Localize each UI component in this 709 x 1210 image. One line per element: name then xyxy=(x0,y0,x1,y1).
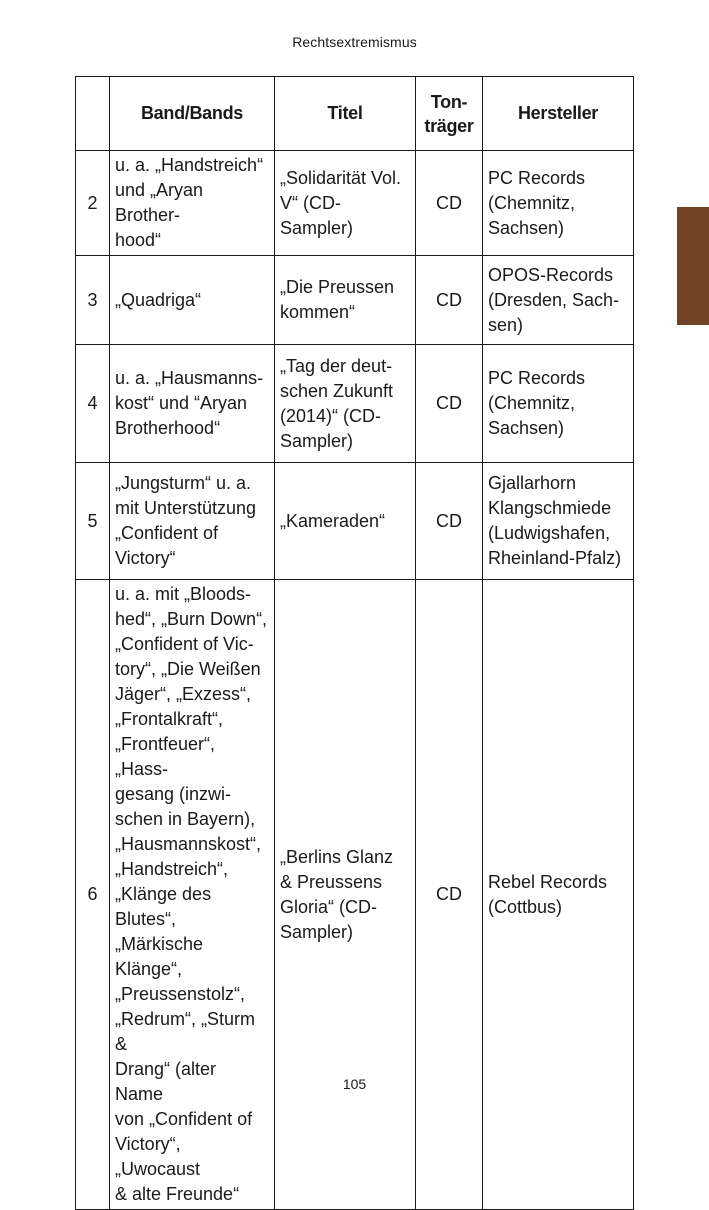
band-table xyxy=(75,76,634,1210)
row-number: 6 xyxy=(76,580,110,1210)
table-row xyxy=(76,345,634,463)
band-cell: „Jungsturm“ u. a. mit Unterstützung „Confident of Victory“ xyxy=(110,463,275,580)
titel-cell: „Die Preussen kommen“ xyxy=(275,256,416,345)
page-number: 105 xyxy=(342,1076,367,1092)
hersteller-cell: PC Records (Chemnitz, Sachsen) xyxy=(483,345,634,463)
running-head: Rechtsextremismus xyxy=(292,34,417,50)
hersteller-cell: OPOS-Records (Dresden, Sach- sen) xyxy=(483,256,634,345)
table-row xyxy=(76,463,634,580)
header-band: Band/Bands xyxy=(110,77,275,151)
table-row xyxy=(76,580,634,1210)
traeger-cell: CD xyxy=(416,463,483,580)
titel-cell: „Solidarität Vol. V“ (CD-Sampler) xyxy=(275,151,416,256)
traeger-cell: CD xyxy=(416,256,483,345)
row-number: 3 xyxy=(76,256,110,345)
row-number: 2 xyxy=(76,151,110,256)
hersteller-cell: Gjallarhorn Klangschmiede (Ludwigshafen, Rheinland-Pfalz) xyxy=(483,463,634,580)
header-tontraeger: Ton- träger xyxy=(416,77,483,151)
hersteller-cell: Rebel Records (Cottbus) xyxy=(483,580,634,1210)
row-number: 4 xyxy=(76,345,110,463)
band-cell: u. a. „Handstreich“ und „Aryan Brother- hood“ xyxy=(110,151,275,256)
chapter-edge-tab xyxy=(677,207,709,325)
hersteller-cell: PC Records (Chemnitz, Sachsen) xyxy=(483,151,634,256)
header-titel: Titel xyxy=(275,77,416,151)
titel-cell: „Berlins Glanz & Preussens Gloria“ (CD- Sampler) xyxy=(275,580,416,1210)
traeger-cell: CD xyxy=(416,151,483,256)
row-number: 5 xyxy=(76,463,110,580)
band-cell: „Quadriga“ xyxy=(110,256,275,345)
header-nr xyxy=(76,77,110,151)
titel-cell: „Kameraden“ xyxy=(275,463,416,580)
band-cell: u. a. mit „Bloods- hed“, „Burn Down“, „Confident of Vic- tory“, „Die Weißen Jäger“, „Exzess“, „Frontalkraft“, „Frontfeuer“, „Hass- gesang (inzwi- schen in Bayern), „Hausmannskost“, „Handstreich“, „Klänge des Blutes“, „Märkische Klänge“, „Preussenstolz“, „Redrum“, „Sturm & Drang“ (alter Name von „Confident of Victory“, „Uwocaust & alte Freunde“ xyxy=(110,580,275,1210)
table-row xyxy=(76,151,634,256)
table-header-row xyxy=(76,77,634,151)
traeger-cell: CD xyxy=(416,345,483,463)
table-row xyxy=(76,256,634,345)
traeger-cell: CD xyxy=(416,580,483,1210)
band-cell: u. a. „Hausmanns- kost“ und “Aryan Brotherhood“ xyxy=(110,345,275,463)
titel-cell: „Tag der deut- schen Zukunft (2014)“ (CD- Sampler) xyxy=(275,345,416,463)
header-hersteller: Hersteller xyxy=(483,77,634,151)
